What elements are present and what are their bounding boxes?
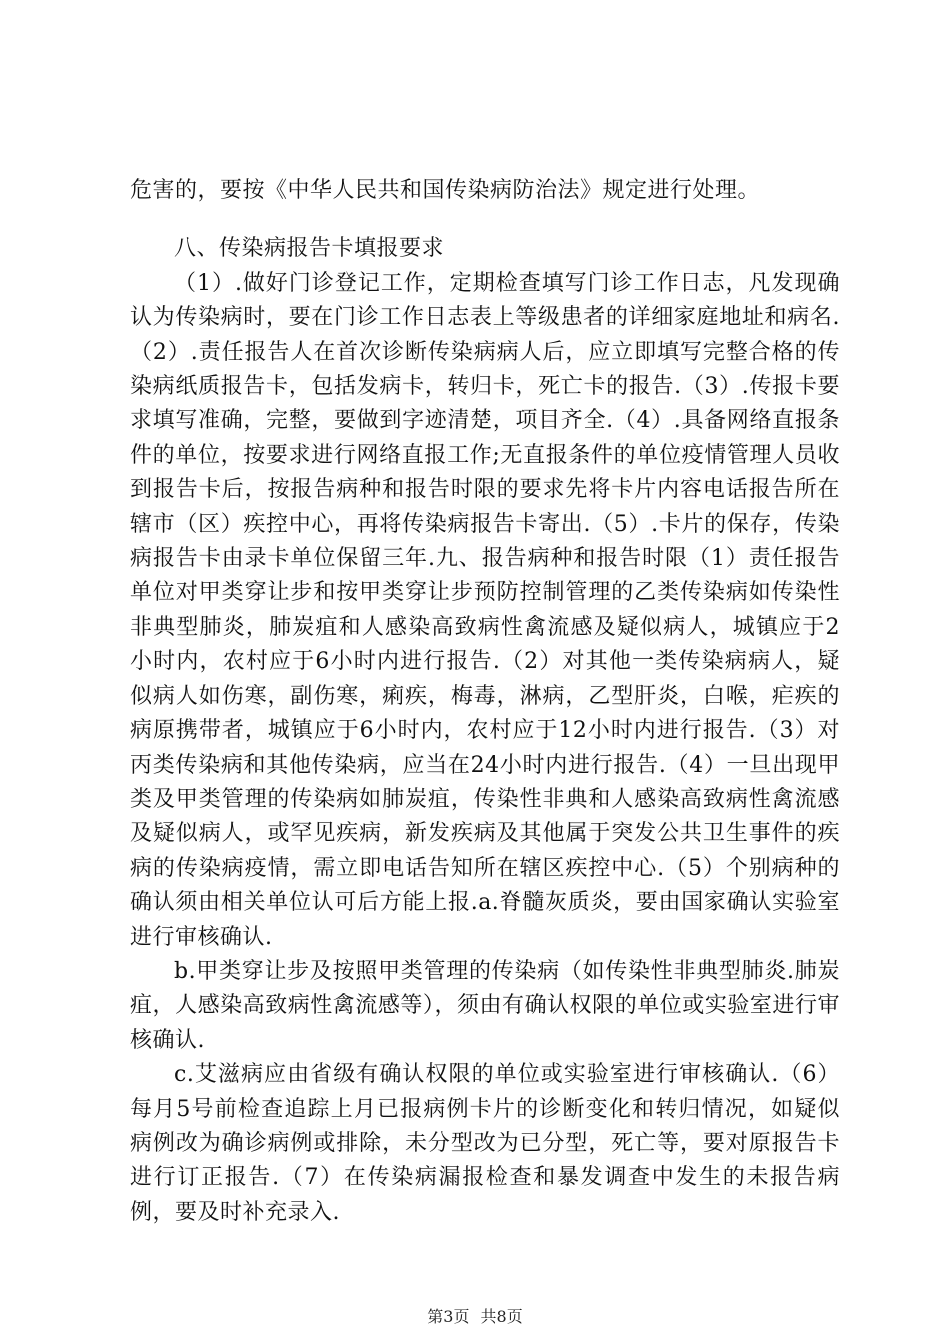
paragraph-item-b: b.甲类穿让步及按照甲类管理的传染病（如传染性非典型肺炎.肺炭疽，人感染高致病性禽流感等），须由有确认权限的单位或实验室进行审核确认. [130, 958, 840, 1053]
paragraph-report-requirements: （1）.做好门诊登记工作，定期检查填写门诊工作日志，凡发现确认为传染病时，要在门诊工作日志表上等级患者的详细家庭地址和病名.（2）.责任报告人在首次诊断传染病病人后，应立即填写完整合格的传染病纸质报告卡，包括发病卡，转归卡，死亡卡的报告.（3）.传报卡要求填写准确，完整，要做到字迹清楚，项目齐全.（4）.具备网络直报条件的单位，按要求进行网络直报工作;无直报条件的单位疫情管理人员收到报告卡后，按报告病种和报告时限的要求先将卡片内容电话报告所在辖市（区）疾控中心，再将传染病报告卡寄出.（5）.卡片的保存，传染病报告卡由录卡单位保留三年.九、报告病种和报告时限（1）责任报告单位对甲类穿让步和按甲类穿让步预防控制管理的乙类传染病如传染性非典型肺炎，肺炭疽和人感染高致病性禽流感及疑似病人，城镇应于2小时内，农村应于6小时内进行报告.（2）对其他一类传染病病人，疑似病人如伤寒，副伤寒，痢疾，梅毒，淋病，乙型肝炎，白喉，疟疾的病原携带者，城镇应于6小时内，农村应于12小时内进行报告.（3）对丙类传染病和其他传染病，应当在24小时内进行报告.（4）一旦出现甲类及甲类管理的传染病如肺炭疽，传染性非典和人感染高致病性禽流感及疑似病人，或罕见疾病，新发疾病及其他属于突发公共卫生事件的疾病的传染病疫情，需立即电话告知所在辖区疾控中心.（5）个别病种的确认须由相关单位认可后方能上报.a.脊髓灰质炎，要由国家确认实验室进行审核确认. [130, 270, 840, 950]
paragraph-continuation: 危害的，要按《中华人民共和国传染病防治法》规定进行处理。 [130, 178, 761, 203]
page-number: 第3页 [427, 1307, 470, 1326]
section-heading-8: 八、传染病报告卡填报要求 [174, 236, 445, 262]
paragraph-item-c: c.艾滋病应由省级有确认权限的单位或实验室进行审核确认.（6）每月5号前检查追踪上月已报病例卡片的诊断变化和转归情况，如疑似病例改为确诊病例或排除，未分型改为已分型，死亡等，要对原报告卡进行订正报告.（7）在传染病漏报检查和暴发调查中发生的未报告病例，要及时补充录入. [130, 1062, 840, 1225]
page-footer [0, 1304, 950, 1327]
document-body [130, 174, 840, 1230]
page-total: 共8页 [480, 1307, 523, 1326]
